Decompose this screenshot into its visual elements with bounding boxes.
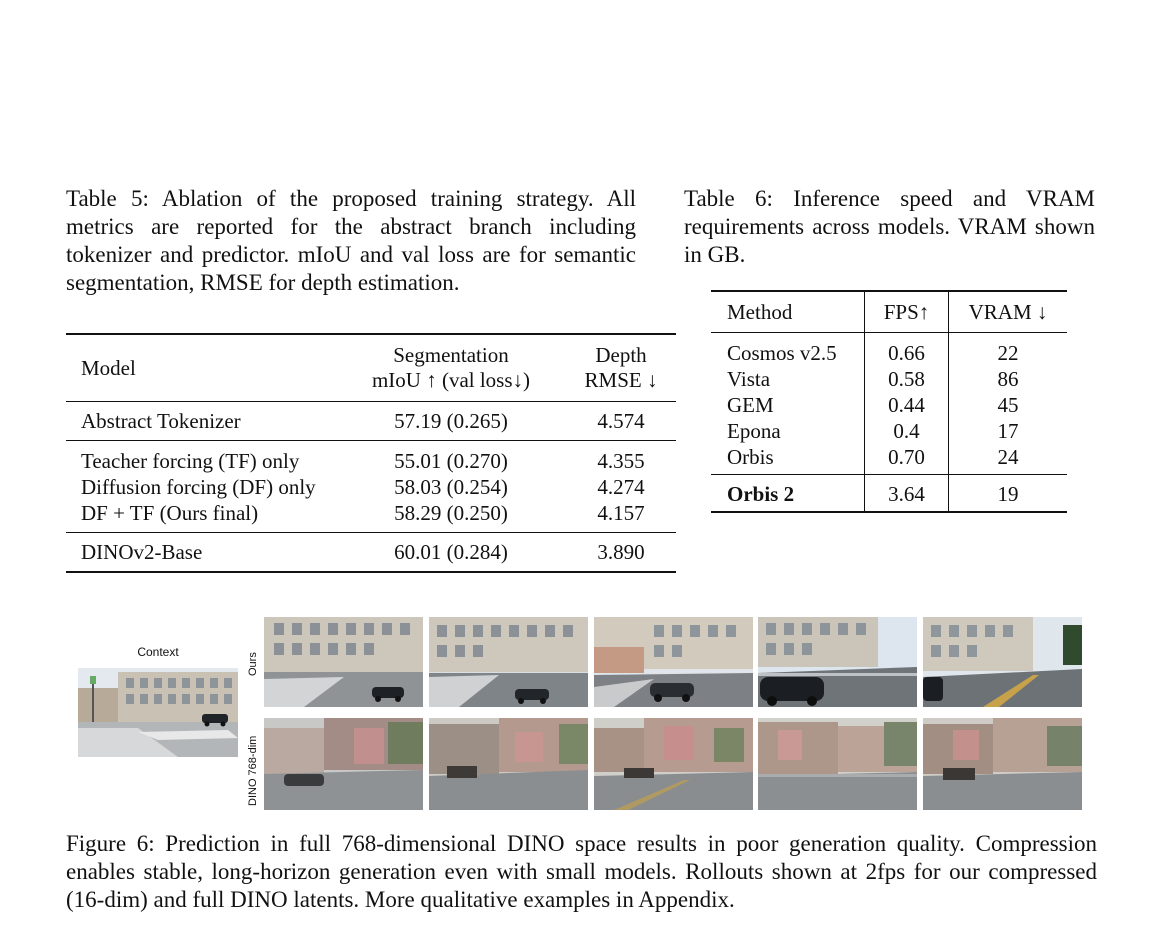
table6-cell-method: Epona — [727, 419, 781, 443]
table-row — [66, 402, 676, 441]
ours-frame-4 — [758, 617, 917, 707]
table5-cell-depth: 4.355 — [566, 441, 676, 475]
table-row — [711, 392, 1067, 418]
table5-cell-seg: 57.19 (0.265) — [336, 402, 566, 441]
table5-cell-model: Diffusion forcing (DF) only — [81, 475, 316, 499]
table6-header-method: Method — [727, 300, 793, 324]
table5-cell-seg: 55.01 (0.270) — [336, 441, 566, 475]
table6-cell-fps: 0.58 — [865, 366, 949, 392]
table5-header-model: Model — [81, 355, 136, 380]
table5 — [66, 333, 676, 573]
table5-cell-depth: 3.890 — [566, 533, 676, 573]
table6-cell-fps: 0.44 — [865, 392, 949, 418]
dino-frame-3 — [594, 718, 753, 810]
ours-frame-1 — [264, 617, 423, 707]
dino-frame-5 — [923, 718, 1082, 810]
table5-cell-seg: 58.29 (0.250) — [394, 501, 508, 525]
table6-cell-method: Vista — [727, 367, 771, 391]
table6-header-vram: VRAM ↓ — [949, 291, 1068, 333]
ours-frame-5 — [923, 617, 1082, 707]
table6-cell-vram: 45 — [949, 392, 1068, 418]
table5-header-depth — [566, 334, 676, 402]
table5-cell-seg: 58.03 (0.254) — [394, 475, 508, 499]
table6-cell-vram: 22 — [949, 333, 1068, 367]
table5-header-depth-line2: RMSE ↓ — [584, 368, 658, 392]
ours-frame-2 — [429, 617, 588, 707]
table6-cell-fps: 0.4 — [865, 418, 949, 444]
table6-cell-fps: 3.64 — [865, 475, 949, 513]
table5-cell-seg: 60.01 (0.284) — [336, 533, 566, 573]
dino-frame-1 — [264, 718, 423, 810]
table5-header-seg-line1: Segmentation — [393, 343, 509, 367]
table-row — [711, 444, 1067, 475]
table5-cell-model: DINOv2-Base — [66, 533, 336, 573]
table-row — [711, 366, 1067, 392]
table6-header-fps: FPS↑ — [865, 291, 949, 333]
table6-cell-fps: 0.66 — [865, 333, 949, 367]
table6-cell-method: Cosmos v2.5 — [711, 333, 865, 367]
table5-caption: Table 5: Ablation of the proposed training strategy. All metrics are reported for the abstract branch including tokenizer and predictor. mIoU and val loss are for semantic segmentation, RMSE for depth estimation. — [66, 186, 636, 295]
figure6-caption: Figure 6: Prediction in full 768-dimensional DINO space results in poor generation quality. Compression enables stable, long-horizon generation even with small models. Rollouts shown at 2fps for our compressed (16-dim) and full DINO latents. More qualitative examples in Appendix. — [66, 831, 1097, 912]
table6-cell-method: GEM — [727, 393, 774, 417]
table-row — [711, 333, 1067, 367]
table6-cell-vram: 86 — [949, 366, 1068, 392]
table6-cell-vram: 17 — [949, 418, 1068, 444]
context-label: Context — [137, 645, 179, 659]
table6-cell-method: Orbis — [727, 445, 774, 469]
ours-frame-3 — [594, 617, 753, 707]
table5-header-segmentation — [336, 334, 566, 402]
table-row — [711, 418, 1067, 444]
table6-header-row — [711, 291, 1067, 333]
table-row — [66, 533, 676, 573]
table5-cell-model: Teacher forcing (TF) only — [66, 441, 336, 475]
table6-cell-fps: 0.70 — [865, 444, 949, 475]
table5-cell-depth: 4.274 — [597, 475, 645, 499]
table5-header-depth-line1: Depth — [595, 343, 647, 367]
table5-cell-model: Abstract Tokenizer — [66, 402, 336, 441]
dino-frame-2 — [429, 718, 588, 810]
table6 — [711, 290, 1067, 513]
table5-cell-depth: 4.157 — [597, 501, 645, 525]
table6-cell-vram: 19 — [949, 475, 1068, 513]
table5-cell-depth: 4.574 — [566, 402, 676, 441]
row-label-ours: Ours — [247, 652, 259, 676]
table5-header-row — [66, 334, 676, 402]
table6-cell-method: Orbis 2 — [711, 475, 865, 513]
row-label-dino: DINO 768-dim — [247, 735, 259, 806]
table5-cell-model: DF + TF (Ours final) — [81, 501, 259, 525]
table-row — [66, 500, 676, 533]
table-row — [66, 441, 676, 475]
context-image — [78, 668, 238, 757]
table6-caption: Table 6: Inference speed and VRAM requirements across models. VRAM shown in GB. — [684, 186, 1095, 267]
table-row — [711, 475, 1067, 513]
table5-header-seg-line2: mIoU ↑ (val loss↓) — [371, 368, 531, 392]
dino-frame-4 — [758, 718, 917, 810]
table-row — [66, 474, 676, 500]
table6-cell-vram: 24 — [949, 444, 1068, 475]
